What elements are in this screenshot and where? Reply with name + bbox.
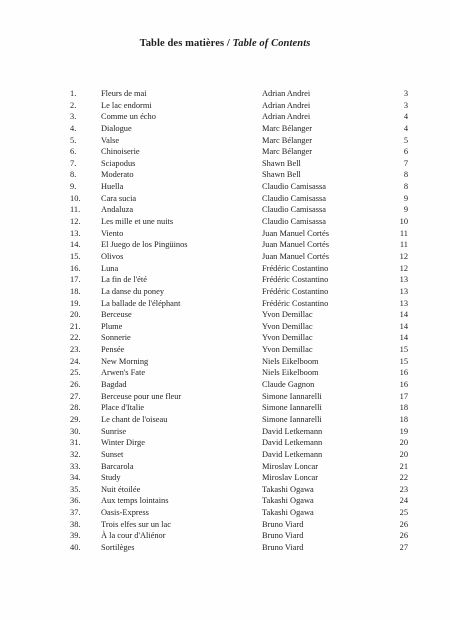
- entry-title: Oasis-Express: [101, 508, 149, 518]
- toc-entry: [0, 332, 450, 344]
- entry-composer: Bruno Viard: [262, 542, 304, 552]
- toc-entry: [0, 181, 450, 193]
- entry-title: Comme un écho: [101, 112, 156, 122]
- toc-entry: [0, 88, 450, 100]
- entry-title: Cara sucia: [101, 193, 137, 203]
- entry-page: 14: [399, 333, 408, 343]
- entry-title: Olivos: [101, 251, 124, 261]
- entry-page: 14: [399, 310, 408, 320]
- entry-composer: Niels Eikelboom: [262, 368, 319, 378]
- entry-number: 38.: [70, 519, 81, 529]
- entry-title: À la cour d'Aliénor: [101, 531, 166, 541]
- entry-composer: Simone Iannarelli: [262, 403, 322, 413]
- entry-title: Les mille et une nuits: [101, 217, 174, 227]
- entry-number: 40.: [70, 542, 81, 552]
- entry-composer: Yvon Demillac: [262, 345, 313, 355]
- entry-number: 26.: [70, 380, 81, 390]
- entry-composer: Frédéric Costantino: [262, 263, 329, 273]
- entry-title: Plume: [101, 321, 123, 331]
- toc-entry: [0, 123, 450, 135]
- entry-title: Le lac endormi: [101, 100, 152, 110]
- entry-page: 18: [399, 403, 408, 413]
- toc-entry: [0, 530, 450, 542]
- entry-composer: Shawn Bell: [262, 158, 301, 168]
- entry-composer: Miroslav Loncar: [262, 461, 319, 471]
- title-separator: /: [224, 38, 233, 49]
- entry-page: 15: [399, 356, 408, 366]
- toc-entry: [0, 542, 450, 554]
- toc-entry: [0, 135, 450, 147]
- toc-entry: [0, 239, 450, 251]
- toc-entry: [0, 426, 450, 438]
- entry-composer: David Letkemann: [262, 426, 323, 436]
- entry-title: Le chant de l'oiseau: [101, 414, 168, 424]
- toc-entry: [0, 263, 450, 275]
- entry-composer: Simone Iannarelli: [262, 414, 322, 424]
- entry-title: Bagdad: [101, 380, 127, 390]
- toc-entry: [0, 321, 450, 333]
- toc-entry: [0, 449, 450, 461]
- entry-title: Sunrise: [101, 426, 127, 436]
- entry-title: Sunset: [101, 449, 124, 459]
- entry-composer: Adrian Andrei: [262, 100, 311, 110]
- entry-title: La ballade de l'éléphant: [101, 298, 181, 308]
- entry-title: Andaluza: [101, 205, 134, 215]
- entry-number: 12.: [70, 217, 81, 227]
- entry-composer: Adrian Andrei: [262, 89, 311, 98]
- title-english: Table of Contents: [232, 38, 311, 49]
- entry-composer: Frédéric Costantino: [262, 298, 329, 308]
- entry-page: 20: [399, 449, 408, 459]
- entry-composer: Frédéric Costantino: [262, 275, 329, 285]
- entry-composer: David Letkemann: [262, 449, 323, 459]
- entry-composer: Miroslav Loncar: [262, 473, 319, 483]
- entry-title: Nuit étoilée: [101, 484, 141, 494]
- entry-title: Luna: [101, 263, 119, 273]
- entry-page: 23: [399, 484, 408, 494]
- entry-page: 16: [399, 368, 408, 378]
- page-title: [0, 38, 450, 49]
- toc-entry: [0, 472, 450, 484]
- toc-entry: [0, 344, 450, 356]
- entry-page: 8: [403, 170, 408, 180]
- entry-title: Winter Dirge: [101, 438, 145, 448]
- entry-number: 23.: [70, 345, 81, 355]
- entry-number: 30.: [70, 426, 81, 436]
- entry-number: 29.: [70, 414, 81, 424]
- entry-composer: Juan Manuel Cortés: [262, 228, 329, 238]
- entry-page: 26: [399, 519, 408, 529]
- entry-composer: Takashi Ogawa: [262, 508, 314, 518]
- toc-entry: [0, 461, 450, 473]
- entry-number: 27.: [70, 391, 81, 401]
- entry-page: 12: [399, 251, 408, 261]
- entry-title: Study: [101, 473, 121, 483]
- entry-number: 11.: [70, 205, 81, 215]
- entry-page: 6: [403, 147, 408, 157]
- entry-page: 19: [399, 426, 408, 436]
- entry-page: 27: [399, 542, 408, 552]
- entry-number: 36.: [70, 496, 81, 506]
- toc-entry: [0, 228, 450, 240]
- toc-entry: [0, 286, 450, 298]
- entry-composer: Claude Gagnon: [262, 380, 315, 390]
- entry-composer: Niels Eikelboom: [262, 356, 319, 366]
- entry-title: Chinoiserie: [101, 147, 140, 157]
- entry-page: 15: [399, 345, 408, 355]
- entry-page: 13: [399, 286, 408, 296]
- toc-entry: [0, 507, 450, 519]
- toc-entry: [0, 216, 450, 228]
- entry-composer: Frédéric Costantino: [262, 286, 329, 296]
- entry-composer: Claudio Camisassa: [262, 205, 326, 215]
- entry-number: 8.: [70, 170, 77, 180]
- entry-page: 3: [403, 89, 408, 98]
- entry-composer: Juan Manuel Cortés: [262, 251, 329, 261]
- entry-title: Pensée: [101, 345, 125, 355]
- entry-page: 25: [399, 508, 408, 518]
- entry-number: 7.: [70, 158, 77, 168]
- entry-composer: Adrian Andrei: [262, 112, 311, 122]
- toc-entry: [0, 309, 450, 321]
- toc-entry: [0, 402, 450, 414]
- entry-page: 16: [399, 380, 408, 390]
- entry-page: 9: [403, 193, 408, 203]
- entry-number: 24.: [70, 356, 81, 366]
- entry-number: 1.: [70, 89, 77, 98]
- entry-title: Dialogue: [101, 123, 132, 133]
- title-french: Table des matières: [139, 38, 225, 49]
- table-of-contents: [0, 88, 450, 554]
- entry-composer: Simone Iannarelli: [262, 391, 322, 401]
- toc-entry: [0, 298, 450, 310]
- entry-page: 11: [399, 240, 408, 250]
- entry-page: 24: [399, 496, 408, 506]
- entry-title: Huella: [101, 182, 124, 192]
- entry-title: Arwen's Fate: [101, 368, 146, 378]
- entry-page: 8: [403, 182, 408, 192]
- entry-page: 7: [403, 158, 408, 168]
- toc-entry: [0, 484, 450, 496]
- entry-number: 10.: [70, 193, 81, 203]
- entry-composer: Takashi Ogawa: [262, 484, 314, 494]
- entry-composer: Claudio Camisassa: [262, 193, 326, 203]
- entry-composer: Yvon Demillac: [262, 333, 313, 343]
- entry-page: 17: [399, 391, 408, 401]
- entry-page: 12: [399, 263, 408, 273]
- toc-entry: [0, 169, 450, 181]
- entry-number: 2.: [70, 100, 77, 110]
- entry-composer: Bruno Viard: [262, 531, 304, 541]
- entry-number: 17.: [70, 275, 81, 285]
- entry-number: 20.: [70, 310, 81, 320]
- entry-title: Fleurs de mai: [101, 89, 147, 98]
- entry-page: 18: [399, 414, 408, 424]
- entry-number: 15.: [70, 251, 81, 261]
- entry-composer: Bruno Viard: [262, 519, 304, 529]
- entry-title: Place d'Italie: [101, 403, 145, 413]
- entry-number: 25.: [70, 368, 81, 378]
- entry-title: Barcarola: [101, 461, 134, 471]
- toc-entry: [0, 251, 450, 263]
- entry-composer: Juan Manuel Cortés: [262, 240, 329, 250]
- toc-entry: [0, 111, 450, 123]
- entry-number: 31.: [70, 438, 81, 448]
- entry-composer: Shawn Bell: [262, 170, 301, 180]
- toc-entry: [0, 367, 450, 379]
- entry-page: 4: [403, 112, 408, 122]
- toc-entry: [0, 495, 450, 507]
- entry-page: 13: [399, 298, 408, 308]
- entry-number: 34.: [70, 473, 81, 483]
- entry-number: 16.: [70, 263, 81, 273]
- entry-composer: Marc Bélanger: [262, 147, 312, 157]
- entry-title: New Morning: [101, 356, 149, 366]
- entry-number: 4.: [70, 123, 77, 133]
- entry-number: 32.: [70, 449, 81, 459]
- entry-number: 28.: [70, 403, 81, 413]
- entry-title: El Juego de los Pingüinos: [101, 240, 188, 250]
- entry-page: 9: [403, 205, 408, 215]
- entry-number: 9.: [70, 182, 77, 192]
- entry-title: La fin de l'été: [101, 275, 147, 285]
- entry-page: 3: [403, 100, 408, 110]
- entry-number: 14.: [70, 240, 81, 250]
- toc-entry: [0, 274, 450, 286]
- entry-page: 4: [403, 123, 408, 133]
- entry-number: 21.: [70, 321, 81, 331]
- entry-composer: Takashi Ogawa: [262, 496, 314, 506]
- entry-title: Sortilèges: [101, 542, 135, 552]
- entry-number: 35.: [70, 484, 81, 494]
- toc-entry: [0, 379, 450, 391]
- entry-composer: Claudio Camisassa: [262, 217, 326, 227]
- toc-entry: [0, 158, 450, 170]
- entry-page: 11: [399, 228, 408, 238]
- toc-entry: [0, 414, 450, 426]
- entry-composer: Marc Bélanger: [262, 123, 312, 133]
- entry-page: 22: [399, 473, 408, 483]
- entry-number: 5.: [70, 135, 77, 145]
- entry-number: 19.: [70, 298, 81, 308]
- entry-title: Trois elfes sur un lac: [101, 519, 171, 529]
- entry-page: 13: [399, 275, 408, 285]
- toc-entry: [0, 437, 450, 449]
- entry-composer: Claudio Camisassa: [262, 182, 326, 192]
- entry-composer: Yvon Demillac: [262, 321, 313, 331]
- entry-composer: David Letkemann: [262, 438, 323, 448]
- toc-entry: [0, 391, 450, 403]
- entry-page: 26: [399, 531, 408, 541]
- toc-entry: [0, 204, 450, 216]
- entry-number: 37.: [70, 508, 81, 518]
- toc-entry: [0, 356, 450, 368]
- entry-title: Berceuse pour une fleur: [101, 391, 182, 401]
- entry-title: Sciapodus: [101, 158, 136, 168]
- entry-number: 22.: [70, 333, 81, 343]
- entry-number: 3.: [70, 112, 77, 122]
- entry-title: Viento: [101, 228, 124, 238]
- entry-composer: Marc Bélanger: [262, 135, 312, 145]
- entry-title: Valse: [101, 135, 120, 145]
- entry-composer: Yvon Demillac: [262, 310, 313, 320]
- entry-title: Berceuse: [101, 310, 132, 320]
- entry-page: 14: [399, 321, 408, 331]
- toc-entry: [0, 519, 450, 531]
- entry-page: 21: [399, 461, 408, 471]
- entry-title: Moderato: [101, 170, 134, 180]
- entry-number: 6.: [70, 147, 77, 157]
- entry-number: 13.: [70, 228, 81, 238]
- entry-number: 33.: [70, 461, 81, 471]
- entry-page: 20: [399, 438, 408, 448]
- entry-title: Sonnerie: [101, 333, 131, 343]
- entry-page: 10: [399, 217, 408, 227]
- entry-number: 39.: [70, 531, 81, 541]
- toc-entry: [0, 193, 450, 205]
- entry-page: 5: [403, 135, 408, 145]
- entry-title: La danse du poney: [101, 286, 165, 296]
- toc-entry: [0, 100, 450, 112]
- toc-entry: [0, 146, 450, 158]
- entry-number: 18.: [70, 286, 81, 296]
- entry-title: Aux temps lointains: [101, 496, 169, 506]
